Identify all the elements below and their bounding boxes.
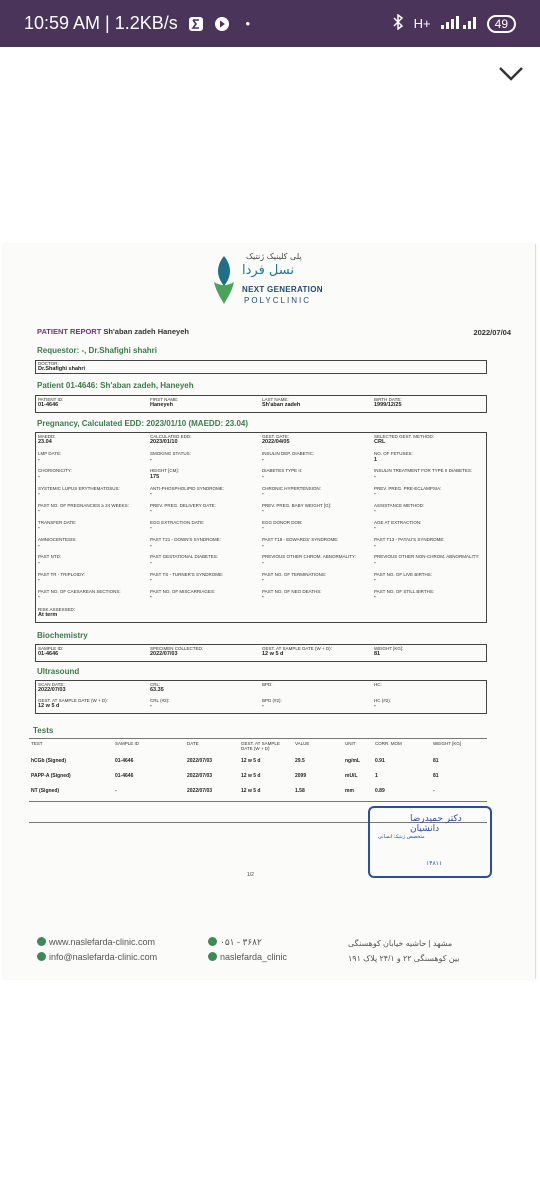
field-label: INSULIN TREATMENT FOR TYPE II DIABETES: — [374, 468, 473, 474]
field-label: WEIGHT [KG]: — [374, 646, 404, 651]
tests-cell: 1 — [375, 773, 378, 779]
field-label: EGG DONOR DOB: — [262, 520, 303, 525]
field-label: PAST T18 - EDWARDS' SYNDROME: — [262, 537, 339, 543]
field-label: EGG EXTRACTION DATE: — [150, 520, 205, 525]
field-value: - — [262, 703, 264, 710]
field-cell — [262, 646, 332, 658]
tests-cell: 2022/07/03 — [187, 788, 213, 794]
field-cell — [262, 537, 370, 549]
footer-mail: info@naslefarda-clinic.com — [37, 952, 157, 962]
tests-cell: 1.58 — [295, 788, 305, 794]
field-cell — [38, 607, 75, 619]
field-label: CHORIONICITY: — [38, 468, 72, 474]
field-label: PAST TR - TRIPLOIDY: — [38, 571, 86, 577]
field-value: 2023/01/10 — [150, 439, 178, 446]
ultrasound-heading: Ultrasound — [37, 667, 80, 676]
field-label: HC: — [374, 682, 382, 687]
field-value: - — [38, 559, 40, 566]
field-cell — [38, 646, 63, 658]
tests-cell: mm — [345, 788, 354, 794]
tests-cell: PAPP-A (Signed) — [31, 773, 71, 779]
field-cell — [374, 589, 482, 601]
field-value: - — [38, 594, 40, 601]
field-value: - — [150, 456, 152, 463]
field-value: - — [150, 594, 152, 601]
field-cell — [374, 451, 482, 463]
field-label: PAST NTD: — [38, 554, 62, 560]
field-value: 81 — [374, 651, 381, 658]
field-label: PAST NO. OF TERMINATIONS: — [262, 571, 327, 577]
field-label: PREV. PREG. DELIVERY DATE: — [150, 502, 216, 508]
field-label: PREVIOUS OTHER CHROM. ABNORMALITY: — [262, 554, 357, 560]
field-value: - — [262, 508, 264, 515]
field-value: - — [374, 525, 376, 532]
field-label: CRL (#2): — [150, 698, 170, 703]
field-cell — [150, 682, 164, 694]
field-value: - — [150, 576, 152, 583]
play-notification-icon — [212, 14, 232, 34]
field-cell — [150, 589, 258, 601]
tests-cell: 0.89 — [375, 788, 385, 794]
field-value: - — [262, 456, 264, 463]
field-label: ASSISTANCE METHOD: — [374, 502, 425, 508]
field-value: 63.35 — [150, 687, 164, 694]
field-cell — [262, 572, 370, 584]
field-value: - — [38, 508, 40, 515]
tests-cell: 12 w 5 d — [241, 788, 261, 794]
tests-header-cell: TEST — [31, 741, 43, 746]
field-label: NO. OF FETUSES: — [374, 451, 413, 457]
field-value: - — [374, 703, 376, 710]
tests-cell: 81 — [433, 758, 439, 764]
field-value: - — [38, 490, 40, 497]
field-label: SCAN DATE: — [38, 682, 65, 687]
field-value: - — [374, 542, 376, 549]
field-cell — [262, 554, 370, 566]
tests-header-cell: DATE — [187, 741, 199, 746]
field-cell — [262, 434, 370, 446]
field-label: PREV. PREG. PRE-ECLAMPSIA: — [374, 485, 442, 491]
field-cell — [150, 554, 258, 566]
field-cell — [374, 468, 482, 480]
field-cell — [374, 646, 403, 658]
field-cell — [374, 682, 382, 687]
field-cell — [262, 468, 370, 480]
field-cell — [374, 537, 482, 549]
field-cell — [262, 698, 282, 710]
tests-cell: 2099 — [295, 773, 307, 779]
ultrasound-box — [35, 680, 487, 714]
field-cell — [262, 486, 370, 498]
field-cell — [150, 486, 258, 498]
field-cell — [374, 572, 482, 584]
tests-cell: NT (Signed) — [31, 788, 60, 794]
field-cell — [262, 589, 370, 601]
field-label: PREV. PREG. BABY WEIGHT [G]: — [262, 502, 332, 508]
field-value: - — [262, 525, 264, 532]
field-value: 01-4646 — [38, 651, 59, 658]
field-value: - — [374, 559, 376, 566]
field-cell — [150, 434, 258, 446]
field-label: AGE AT EXTRACTION: — [374, 520, 422, 525]
field-label: PAST GESTATIONAL DIABETES: — [150, 554, 219, 560]
field-label: DIABETES TYPE II: — [262, 468, 303, 474]
report-title: PATIENT REPORT Sh'aban zadeh Haneyeh — [37, 327, 189, 336]
field-label: PAST T13 - PATAU'S SYNDROME: — [374, 537, 445, 543]
field-value: - — [262, 473, 264, 480]
field-label: PREVIOUS OTHER NON-CHROM. ABNORMALITY: — [374, 554, 480, 560]
field-cell — [38, 520, 146, 532]
field-value: - — [150, 508, 152, 515]
patient-box: PATIENT ID: 01-4646 FIRST NAME: Haneyeh LAST NAME: Sh'aban zadeh BIRTH DATE: 1999/12/25 — [35, 395, 487, 413]
tests-header-cell: WEIGHT [KG] — [433, 741, 462, 746]
chevron-down-icon[interactable] — [496, 60, 526, 86]
field-cell — [150, 468, 258, 480]
field-value: - — [262, 559, 264, 566]
mail-icon — [37, 952, 46, 961]
tests-cell: ng/mL — [345, 758, 360, 764]
footer-address-1: مشهد | حاشیه خیابان کوهسنگی — [348, 939, 453, 948]
field-cell — [38, 434, 146, 446]
doctor-stamp: دکتر حمیدرضا دانشیان متخصص ژنتیک انسانی ۱۴۸۱۱ — [368, 806, 492, 878]
footer-phone: ۰۵۱ - ۳۶۸۲ — [208, 937, 262, 948]
field-value: - — [150, 559, 152, 566]
tests-cell: - — [115, 788, 117, 794]
page-number: 1/2 — [247, 872, 254, 878]
tests-heading: Tests — [33, 726, 54, 735]
requestor-heading: Requestor: -, Dr.Shafighi shahri — [37, 346, 158, 355]
field-cell — [374, 486, 482, 498]
field-label: BPD: — [262, 682, 273, 687]
field-cell — [38, 503, 146, 515]
field-label: SAMPLE ID: — [38, 646, 64, 651]
field-label: GEST. AT SAMPLE DATE (W + D): — [38, 698, 108, 703]
field-cell — [262, 503, 370, 515]
doctor-box: DOCTOR: Dr.Shafighi shahri — [35, 360, 487, 374]
tests-cell: 2022/07/03 — [187, 773, 213, 779]
field-label: TRANSFER DATE: — [38, 520, 77, 525]
field-value: 1 — [374, 456, 378, 463]
field-value: - — [150, 542, 152, 549]
field-cell — [374, 554, 482, 566]
field-label: PAST T21 - DOWN'S SYNDROME: — [150, 537, 221, 543]
patient-heading: Patient 01-4646: Sh'aban zadeh, Haneyeh — [37, 381, 194, 390]
field-cell — [150, 451, 258, 463]
field-value: - — [38, 542, 40, 549]
field-value: - — [374, 576, 376, 583]
field-value: - — [38, 456, 40, 463]
footer-web: www.naslefarda-clinic.com — [37, 937, 155, 947]
tests-header-cell: GEST. AT SAMPLE DATE (W + D) — [241, 741, 280, 751]
biochemistry-box — [35, 644, 487, 662]
field-cell — [38, 451, 146, 463]
field-cell — [38, 698, 108, 710]
tests-cell: - — [433, 788, 435, 794]
clinic-logo: پلی کلینیک ژنتیک نسل فردا NEXT GENERATION POLYCLINIC — [210, 248, 350, 308]
field-value: CRL — [374, 439, 386, 446]
field-cell — [262, 682, 273, 687]
field-value: 2022/07/03 — [38, 687, 66, 694]
phone-icon — [208, 937, 217, 946]
signal-icon — [441, 15, 477, 32]
field-label: ANTI-PHOSPHOLIPID SYNDROME: — [150, 485, 225, 491]
field-value: - — [262, 542, 264, 549]
field-cell — [150, 537, 258, 549]
field-label: SPECIMEN COLLECTED: — [150, 646, 204, 651]
field-value: - — [38, 576, 40, 583]
field-label: HC (#2): — [374, 698, 392, 703]
field-label: GEST. DATE: — [262, 434, 290, 439]
field-cell — [38, 486, 146, 498]
field-cell — [38, 468, 146, 480]
field-label: PAST NO. OF MISCARRIAGES: — [150, 588, 216, 594]
field-value: - — [150, 525, 152, 532]
field-label: GEST. AT SAMPLE DATE (W + D): — [262, 646, 332, 651]
field-cell — [150, 572, 258, 584]
field-cell — [38, 682, 66, 694]
field-label: SYSTEMIC LUPUS ERYTHEMATOSUS: — [38, 485, 120, 491]
field-value: - — [150, 703, 152, 710]
field-cell — [374, 434, 482, 446]
field-cell — [150, 698, 169, 710]
field-label: LMP DATE: — [38, 451, 62, 457]
field-label: AMNIOCENTESIS: — [38, 537, 77, 543]
field-value: - — [374, 473, 376, 480]
field-label: PAST NO. OF NEO DEATHS: — [262, 588, 322, 594]
field-value: - — [374, 508, 376, 515]
field-label: RISK ASSESSED: — [38, 607, 76, 612]
tests-cell: 12 w 5 d — [241, 773, 261, 779]
tests-cell: 29.5 — [295, 758, 305, 764]
field-cell — [38, 537, 146, 549]
biochemistry-heading: Biochemistry — [37, 631, 88, 640]
field-value: 175 — [150, 473, 160, 480]
globe-icon — [37, 937, 46, 946]
tests-header-cell: SAMPLE ID — [115, 741, 140, 746]
tests-header-cell: CORR. MOM — [375, 741, 402, 746]
field-label: CHRONIC HYPERTENSION: — [262, 485, 321, 491]
field-label: INSULIN DEP. DIABETIC: — [262, 451, 315, 457]
field-value: - — [38, 473, 40, 480]
field-value: At term — [38, 612, 58, 619]
status-time: 10:59 AM | 1.2KB/s — [24, 13, 178, 33]
field-label: PAST NO. OF PREGNANCIES ≥ 24 WEEKS: — [38, 502, 129, 508]
field-cell — [38, 589, 146, 601]
tests-cell: 81 — [433, 773, 439, 779]
dot-icon: • — [245, 16, 251, 31]
report-date: 2022/07/04 — [473, 328, 511, 337]
field-value: - — [150, 490, 152, 497]
field-label: BPD (#2): — [262, 698, 282, 703]
report-document[interactable] — [3, 244, 536, 979]
field-value: 2022/04/05 — [262, 439, 290, 446]
field-value: - — [38, 525, 40, 532]
field-cell — [374, 698, 391, 710]
field-label: SELECTED GEST. METHOD: — [374, 434, 435, 439]
field-label: CRL: — [150, 682, 161, 687]
field-value: - — [262, 490, 264, 497]
field-cell — [262, 520, 370, 532]
field-cell — [38, 572, 146, 584]
field-value: - — [262, 594, 264, 601]
field-value: 23.04 — [38, 439, 52, 446]
field-label: PAST NO. OF STILL BIRTHS: — [374, 588, 435, 594]
bluetooth-icon — [392, 14, 404, 33]
battery-icon: 49 — [487, 15, 516, 33]
field-cell — [374, 503, 482, 515]
field-value: 2022/07/03 — [150, 651, 178, 658]
tests-cell: 01-4646 — [115, 773, 134, 779]
field-value: - — [374, 594, 376, 601]
field-label: PAST NO. OF CAESAREAN SECTIONS: — [38, 588, 121, 594]
field-cell — [150, 503, 258, 515]
tests-header-cell: UNIT — [345, 741, 356, 746]
field-value: 12 w 5 d — [262, 651, 284, 658]
field-value: - — [262, 576, 264, 583]
tests-header-cell: VALUE — [295, 741, 310, 746]
field-cell — [262, 451, 370, 463]
footer-address-2: بین کوهسنگی ۲۲ و ۲۴/۱ پلاک ۱۹۱ — [348, 954, 460, 963]
pregnancy-box — [35, 432, 487, 623]
field-cell — [150, 646, 203, 658]
field-label: SMOKING STATUS: — [150, 451, 191, 457]
field-value: - — [374, 490, 376, 497]
footer-instagram: naslefarda_clinic — [208, 952, 287, 962]
field-label: PAST NO. OF LIVE BIRTHS: — [374, 571, 433, 577]
field-label: HEIGHT [CM]: — [150, 468, 179, 474]
status-bar — [0, 0, 540, 47]
instagram-icon — [208, 952, 217, 961]
pregnancy-heading: Pregnancy, Calculated EDD: 2023/01/10 (MAEDD: 23.04) — [37, 419, 249, 428]
tests-cell: mU/L — [345, 773, 358, 779]
field-cell — [374, 520, 482, 532]
network-type-label: H+ — [413, 16, 431, 31]
field-value: 12 w 5 d — [38, 703, 60, 710]
field-label: PAST TS - TURNER'S SYNDROME: — [150, 571, 224, 577]
sigma-notification-icon — [186, 14, 206, 34]
tests-cell: 0.91 — [375, 758, 385, 764]
tests-cell: hCGb (Signed) — [31, 758, 66, 764]
tests-cell: 12 w 5 d — [241, 758, 261, 764]
field-cell — [38, 554, 146, 566]
tests-cell: 01-4646 — [115, 758, 134, 764]
tests-cell: 2022/07/03 — [187, 758, 213, 764]
field-label: MAEDD: — [38, 434, 56, 439]
field-label: CALCULATED EDD: — [150, 434, 192, 439]
field-cell — [150, 520, 258, 532]
